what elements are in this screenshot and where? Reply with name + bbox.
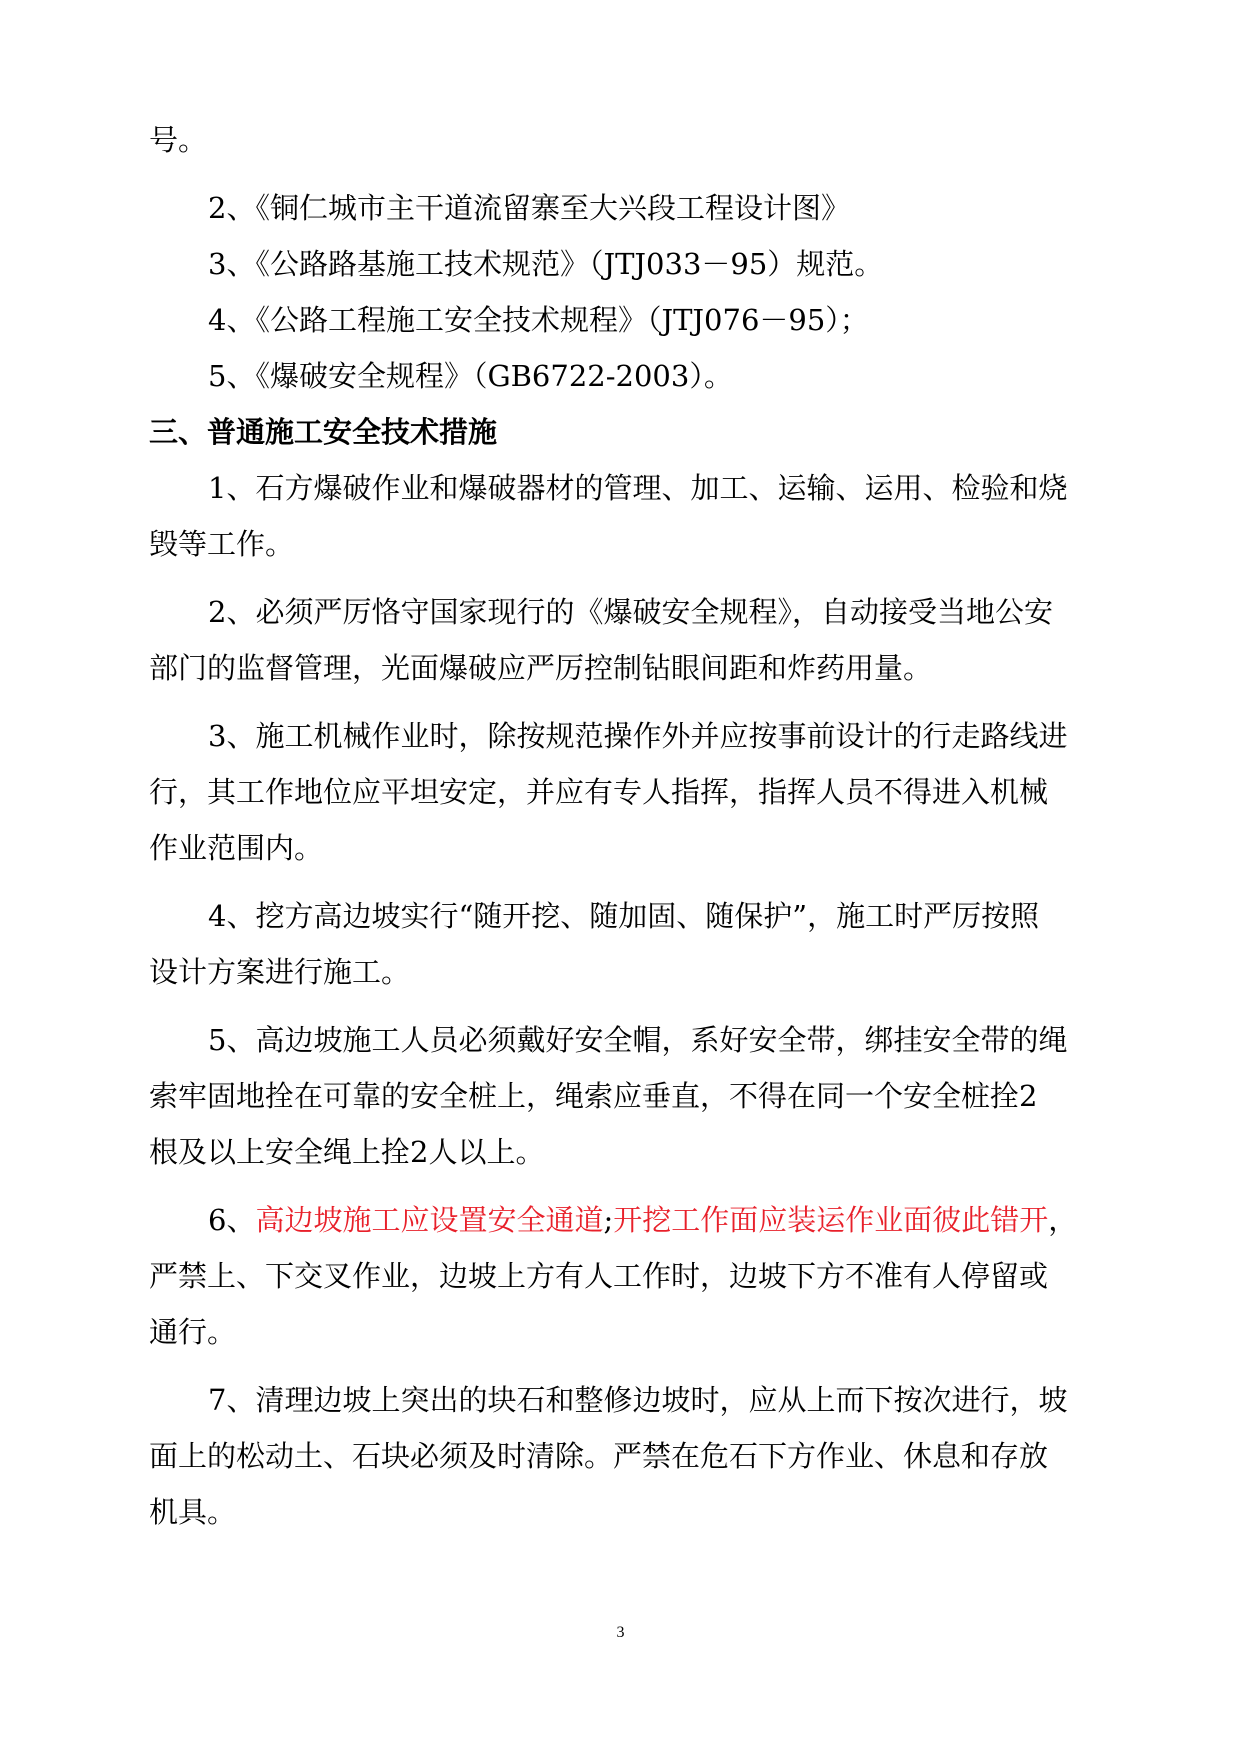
body-line: 严禁上、下交叉作业，边坡上方有人工作时，边坡下方不准有人停留或 [149, 1259, 1049, 1293]
body-line: 索牢固地拴在可靠的安全桩上，绳索应垂直，不得在同一个安全桩拴2 [149, 1079, 1038, 1113]
body-line: 4、挖方高边坡实行“随开挖、随加固、随保护”，施工时严厉按照 [208, 899, 1040, 933]
body-line: 3、施工机械作业时，除按规范操作外并应按事前设计的行走路线进 [208, 719, 1068, 753]
highlight-line [208, 1200, 1077, 1240]
body-line: 面上的松动土、石块必须及时清除。严禁在危石下方作业、休息和存放 [149, 1439, 1049, 1473]
reference-item: 2、《铜仁城市主干道流留寨至大兴段工程设计图》 [208, 191, 850, 225]
comma: ， [1048, 1203, 1078, 1237]
body-line: 1、石方爆破作业和爆破器材的管理、加工、运输、运用、检验和烧 [208, 471, 1068, 505]
body-line: 作业范围内。 [149, 831, 324, 865]
body-line: 行，其工作地位应平坦安定，并应有专人指挥，指挥人员不得进入机械 [149, 775, 1049, 809]
body-line: 设计方案进行施工。 [149, 955, 411, 989]
body-line: 部门的监督管理，光面爆破应严厉控制钻眼间距和炸药用量。 [149, 651, 933, 685]
reference-item: 5、《爆破安全规程》（GB6722-2003）。 [208, 359, 733, 393]
body-line: 毁等工作。 [149, 527, 295, 561]
page-number: 3 [616, 1624, 625, 1641]
separator: ; [603, 1203, 614, 1237]
body-line: 根及以上安全绳上拴2人以上。 [149, 1135, 545, 1169]
reference-item: 4、《公路工程施工安全技术规程》（JTJ076－95）； [208, 303, 869, 337]
body-line: 号。 [149, 123, 208, 157]
body-line: 7、清理边坡上突出的块石和整修边坡时，应从上而下按次进行，坡 [208, 1383, 1068, 1417]
body-line: 2、必须严厉恪守国家现行的《爆破安全规程》，自动接受当地公安 [208, 595, 1053, 629]
body-line: 通行。 [149, 1315, 237, 1349]
reference-item: 3、《公路路基施工技术规范》（JTJ033－95）规范。 [208, 247, 884, 281]
section-heading: 三、普通施工安全技术措施 [149, 415, 498, 449]
highlight-text: 高边坡施工应设置安全通道 [255, 1203, 604, 1237]
body-line: 5、高边坡施工人员必须戴好安全帽，系好安全带，绑挂安全带的绳 [208, 1023, 1068, 1057]
highlight-text: 开挖工作面应装运作业面彼此错开 [613, 1203, 1049, 1237]
body-line: 机具。 [149, 1495, 237, 1529]
item-number: 6、 [208, 1203, 256, 1237]
